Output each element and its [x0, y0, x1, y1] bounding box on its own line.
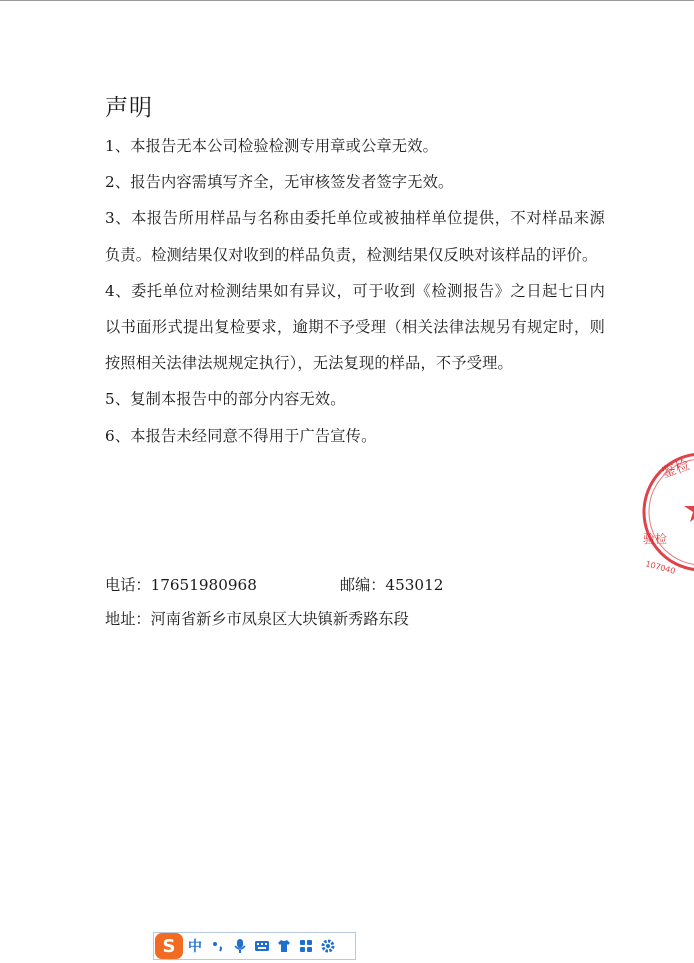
declaration-section [105, 92, 605, 454]
phone-number: 17651980968 [150, 576, 257, 594]
declaration-item-6: 6、本报告未经同意不得用于广告宣传。 [105, 426, 377, 445]
sogou-logo-letter: S [162, 935, 176, 957]
declaration-item-1: 1、本报告无本公司检验检测专用章或公章无效。 [105, 137, 439, 155]
seal-text-mid: 验检 [643, 532, 668, 546]
inspection-seal-stamp [640, 448, 694, 576]
address-line [105, 602, 605, 636]
address-label: 地址： [105, 610, 151, 628]
seal-text-top: 鉴检 [659, 457, 692, 482]
postcode-value: 453012 [385, 576, 444, 594]
microphone-icon[interactable] [229, 933, 251, 959]
phone-postcode-line [105, 568, 605, 602]
declaration-item-3: 3、本报告所用样品与名称由委托单位或被抽样单位提供，不对样品来源负责。检测结果仅对收到的样品负责，检测结果仅反映对该样品的评价。 [105, 209, 605, 264]
address-value: 河南省新乡市凤泉区大块镇新秀路东段 [150, 610, 409, 628]
sogou-logo-icon[interactable] [155, 933, 183, 959]
declaration-item-2: 2、报告内容需填写齐全，无审核签发者签字无效。 [105, 173, 454, 192]
contact-section [105, 568, 605, 636]
postcode-label: 邮编： [339, 576, 386, 594]
skin-shirt-icon[interactable] [273, 933, 295, 959]
seal-serial-number: 107040 [644, 559, 677, 576]
punctuation-icon[interactable] [207, 933, 229, 959]
ime-toolbar[interactable] [153, 932, 356, 960]
declaration-item-4: 4、委托单位对检测结果如有异议，可于收到《检测报告》之日起七日内以书面形式提出复检要求，逾期不予受理（相关法律法规另有规定时，则按照相关法律法规规定执行），无法复现的样品，不予受理。 [105, 281, 605, 373]
top-divider [0, 0, 694, 1]
language-toggle-button[interactable]: 中 [188, 939, 202, 955]
keyboard-icon[interactable] [251, 933, 273, 959]
phone-label: 电话： [105, 576, 151, 594]
declaration-item-5: 5、复制本报告中的部分内容无效。 [105, 390, 346, 409]
declaration-title: 声明 [105, 95, 153, 121]
toolbox-grid-icon[interactable] [295, 933, 317, 959]
settings-icon[interactable] [317, 933, 339, 959]
